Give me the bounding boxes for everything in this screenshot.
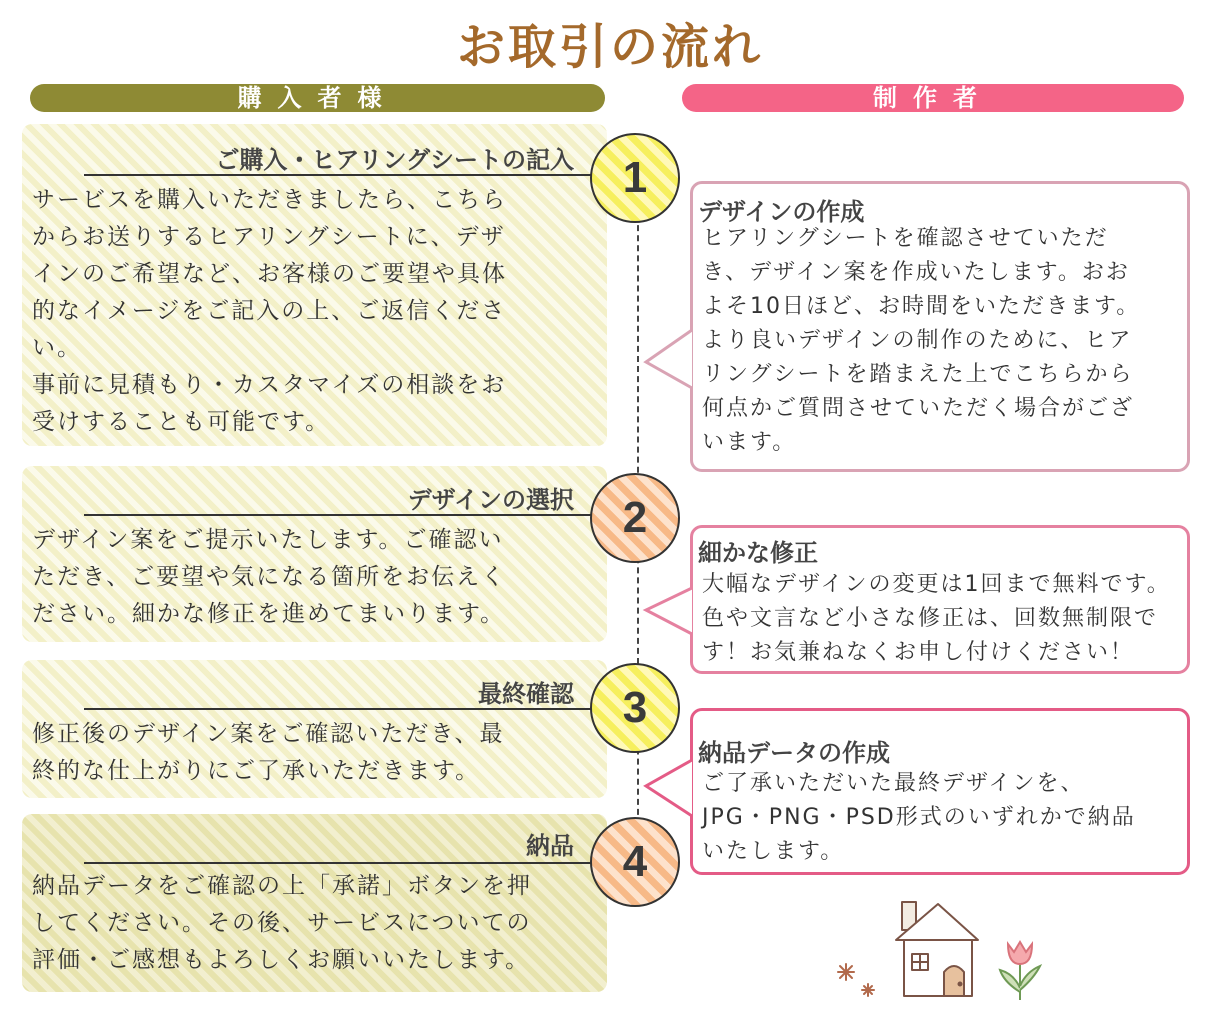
page-title: お取引の流れ xyxy=(456,19,763,75)
step-1-number: 1 xyxy=(622,153,648,202)
buyer-step-3-underline xyxy=(84,708,604,710)
step-4-number-circle xyxy=(590,817,680,907)
sparkle-icon xyxy=(838,964,874,996)
step-1-number-circle xyxy=(590,133,680,223)
house-icon xyxy=(896,902,978,996)
buyer-step-1-text: サービスを購入いただきましたら、こちら からお送りするヒアリングシートに、デザ インのご希望など、お客様のご要望や具体 的なイメージをご記入の上、ご返信くださ い。 事前に見積もり・カスタマイズの相談をお 受けすることも可能です。 xyxy=(32,187,507,435)
maker-step-3-tail xyxy=(0,0,1,1)
maker-step-2-text: 大幅なデザインの変更は1回まで無料です。 色や文言など小さな修正は、回数無制限で す！お気兼ねなくお申し付けください！ xyxy=(702,572,1171,665)
buyer-step-2-title: デザインの選択 xyxy=(407,486,574,514)
buyer-step-4-title: 納品 xyxy=(526,832,574,860)
buyer-step-2-text: デザイン案をご提示いたします。ご確認い ただき、ご要望や気になる箇所をお伝えく ださい。細かな修正を進めてまいります。 xyxy=(32,527,507,627)
step-2-number-circle xyxy=(590,473,680,563)
maker-step-1-title: デザインの作成 xyxy=(698,198,865,226)
buyer-step-3-title: 最終確認 xyxy=(478,680,574,708)
buyer-step-4-text: 納品データをご確認の上「承諾」ボタンを押 してください。その後、サービスについての 評価・ご感想もよろしくお願いいたします。 xyxy=(32,873,532,973)
maker-header: 制作者 xyxy=(682,84,1184,112)
buyer-step-1-title: ご購入・ヒアリングシートの記入 xyxy=(215,146,574,174)
step-4-number: 4 xyxy=(622,837,648,886)
maker-step-3-text: ご了承いただいた最終デザインを、 JPG・PNG・PSD形式のいずれかで納品 いたします。 xyxy=(702,771,1136,864)
buyer-header: 購入者様 xyxy=(30,84,605,112)
buyer-step-2-underline xyxy=(84,514,604,516)
step-3-number: 3 xyxy=(622,683,648,732)
maker-step-3-title: 納品データの作成 xyxy=(698,739,890,767)
buyer-step-3-text: 修正後のデザイン案をご確認いただき、最 終的な仕上がりにご了承いただきます。 xyxy=(32,721,505,784)
buyer-step-4-underline xyxy=(84,862,604,864)
house-illustration xyxy=(828,892,1058,1007)
tulip-icon xyxy=(1000,942,1040,1000)
step-3-number-circle xyxy=(590,663,680,753)
step-2-number: 2 xyxy=(622,493,648,542)
maker-step-2-title: 細かな修正 xyxy=(698,539,818,567)
buyer-step-1-underline xyxy=(84,174,604,176)
maker-step-1-text: ヒアリングシートを確認させていただ き、デザイン案を作成いたします。おお よそ10日ほど、お時間をいただきます。 より良いデザインの制作のために、ヒア リングシートを踏まえた上でこちらから 何点かご質問させていただく場合がござ います。 xyxy=(702,226,1141,455)
